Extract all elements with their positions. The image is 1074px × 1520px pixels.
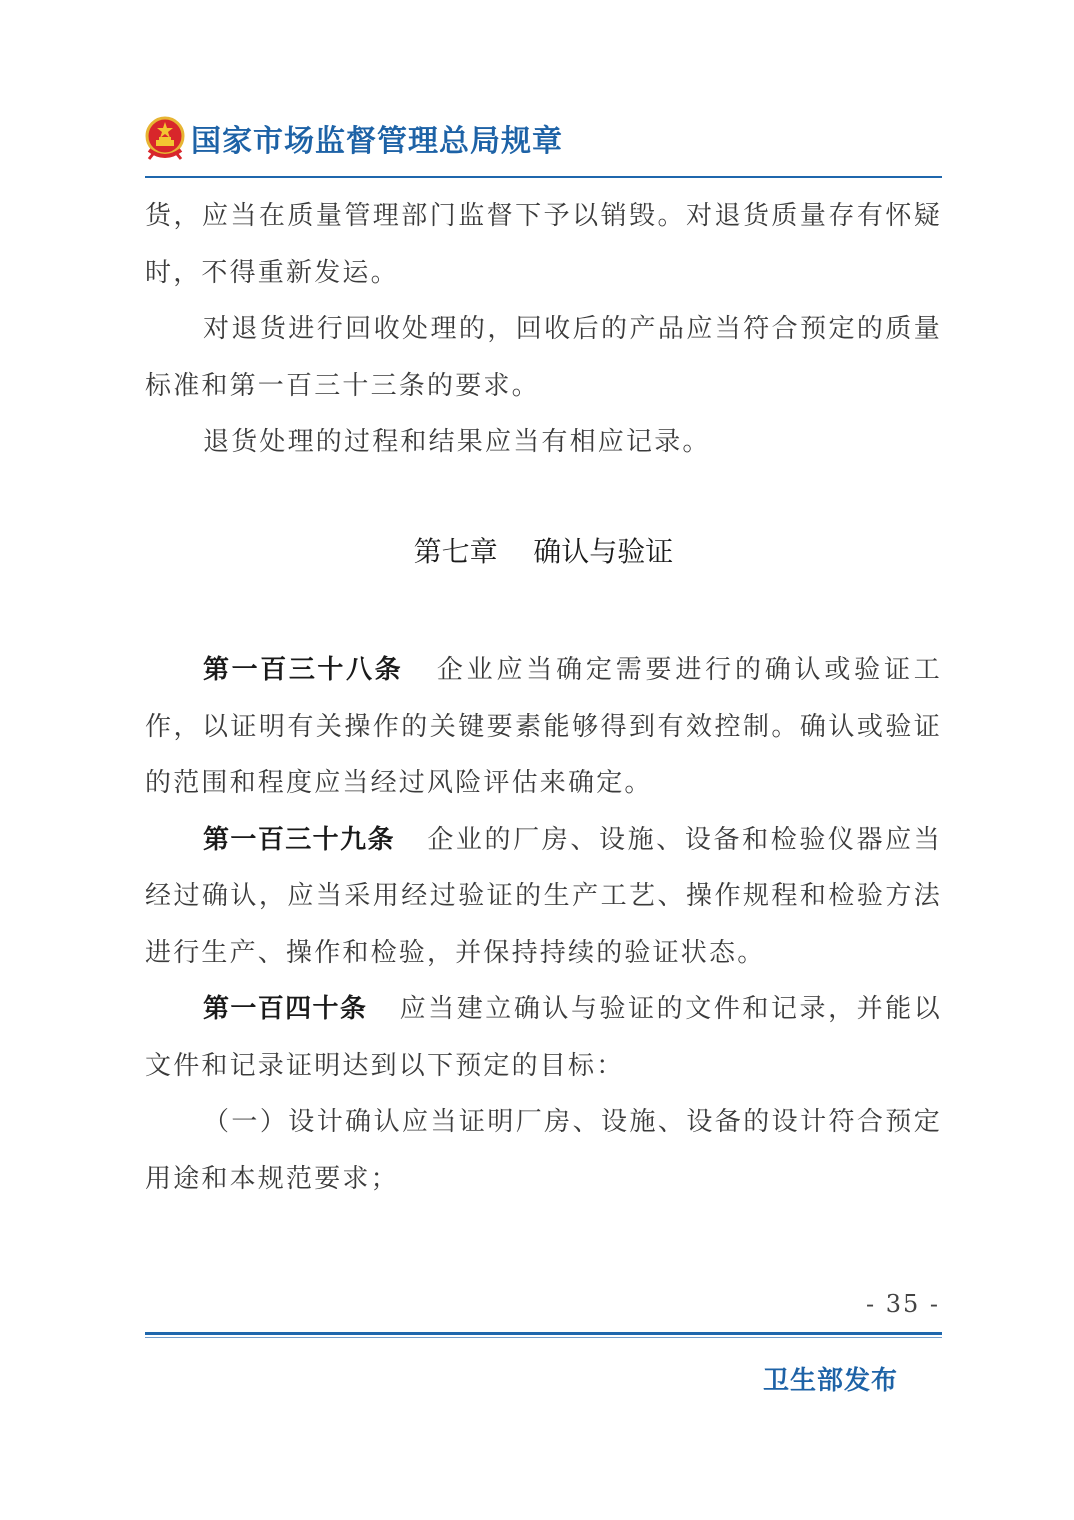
header-divider: [145, 176, 942, 178]
chapter-title: 确认与验证: [533, 535, 674, 568]
articles-section: [145, 642, 942, 1207]
chapter-heading: [145, 530, 942, 570]
article-text: 企业应当确定需要进行的确认或验证工作，以证明有关操作的关键要素能够得到有效控制。确认或验证的范围和程度应当经过风险评估来确定。: [145, 655, 942, 798]
article-number: 第一百三十九条: [203, 824, 395, 855]
national-emblem-icon: [145, 116, 185, 160]
top-paragraphs: [145, 188, 942, 471]
article-138: [145, 642, 942, 812]
footer-divider: [145, 1332, 942, 1335]
paragraph: 退货处理的过程和结果应当有相应记录。: [203, 427, 711, 457]
page-header: [145, 112, 563, 164]
header-title: 国家市场监督管理总局规章: [191, 124, 563, 159]
article-text: 企业的厂房、设施、设备和检验仪器应当经过确认，应当采用经过验证的生产工艺、操作规程和检验方法进行生产、操作和检验，并保持持续的验证状态。: [145, 824, 942, 968]
article-number: 第一百三十八条: [203, 655, 404, 685]
paragraph-continued: 货，应当在质量管理部门监督下予以销毁。对退货质量存有怀疑时，不得重新发运。: [145, 201, 942, 288]
paragraph: 对退货进行回收处理的，回收后的产品应当符合预定的质量标准和第一百三十三条的要求。: [145, 314, 942, 401]
article-140: [145, 981, 942, 1094]
footer-divider-thin: [145, 1337, 942, 1338]
article-text: 应当建立确认与验证的文件和记录，并能以文件和记录证明达到以下预定的目标：: [145, 994, 942, 1081]
chapter-number: 第七章: [413, 535, 498, 568]
article-139: [145, 812, 942, 982]
list-item: （一）设计确认应当证明厂房、设施、设备的设计符合预定用途和本规范要求；: [145, 1107, 942, 1194]
publisher-label: 卫生部发布: [762, 1366, 898, 1396]
article-number: 第一百四十条: [203, 994, 368, 1024]
page-number: - 35 -: [865, 1290, 940, 1318]
